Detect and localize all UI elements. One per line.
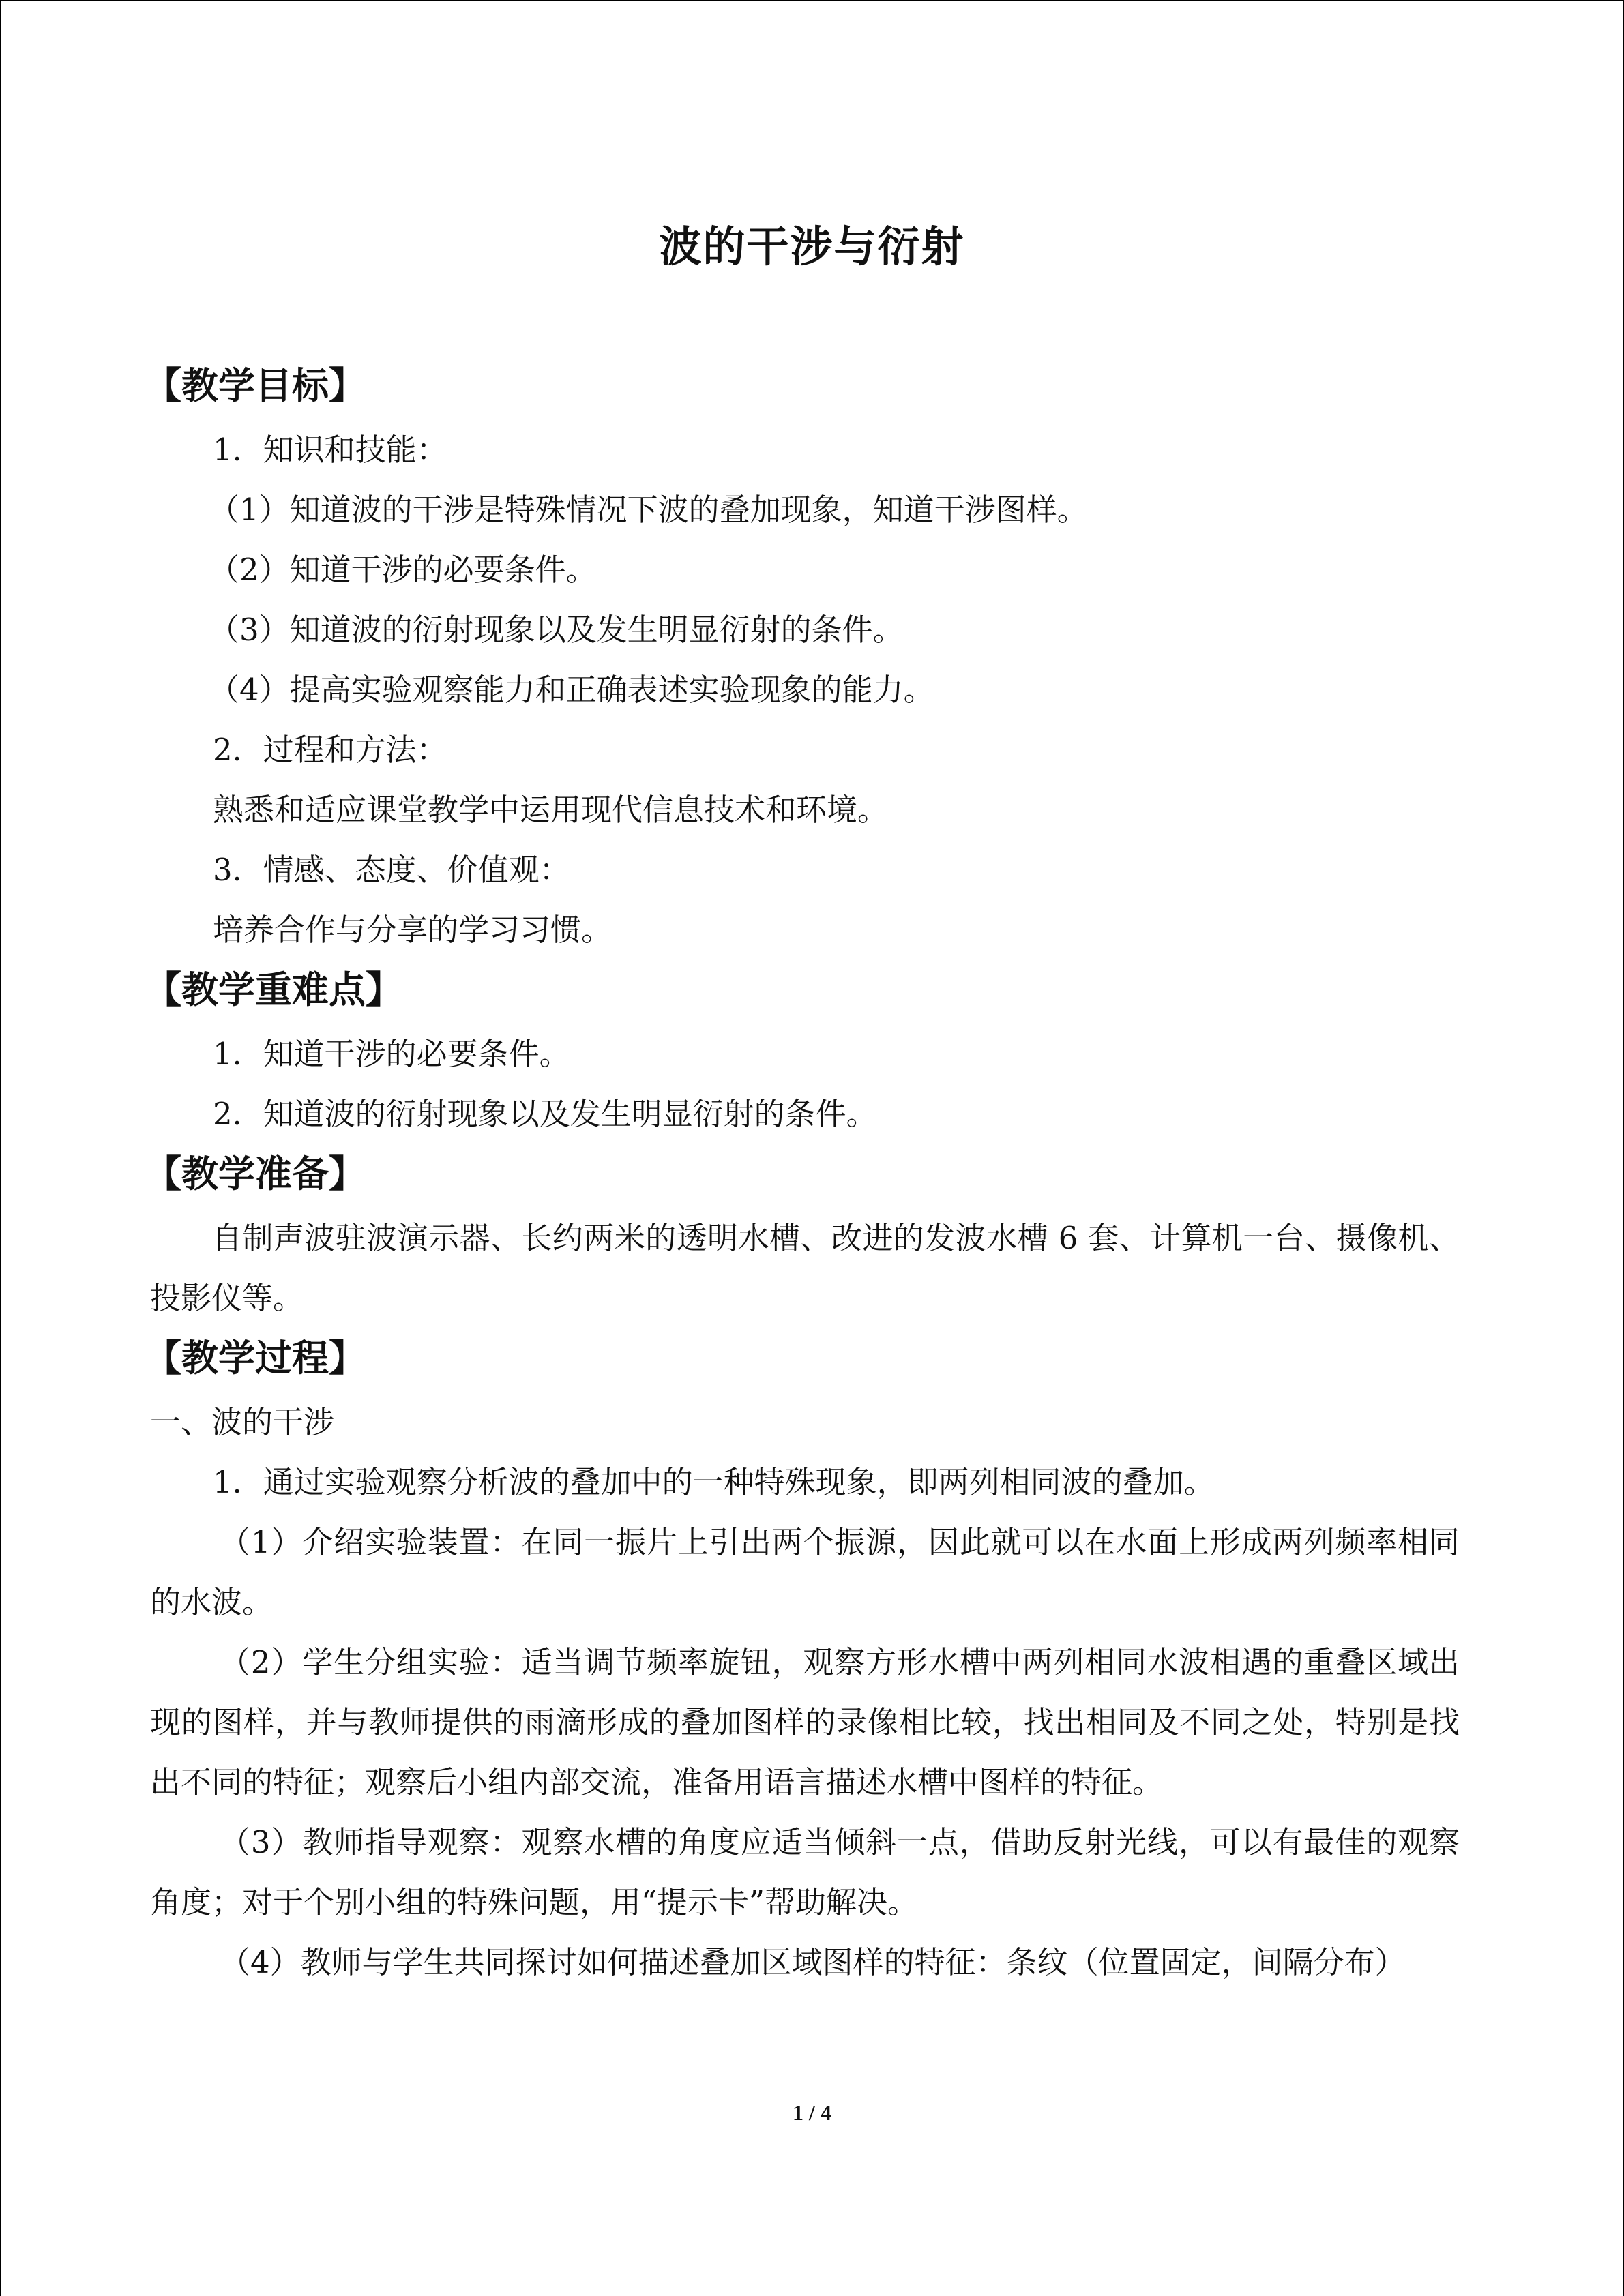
key-point-2: 2．知道波的衍射现象以及发生明显衍射的条件。: [213, 1096, 877, 1132]
page-number: 1 / 4: [793, 2100, 831, 2125]
process-item-1: （1）介绍实验装置：在同一振片上引出两个振源，因此就可以在水面上形成两列频率相同的水波。: [150, 1524, 1460, 1620]
section-heading-process: 【教学过程】: [145, 1337, 366, 1380]
objective-item-3: （3）知道波的衍射现象以及发生明显衍射的条件。: [209, 612, 904, 648]
process-item-4: （4）教师与学生共同探讨如何描述叠加区域图样的特征：条纹（位置固定，间隔分布）: [220, 1944, 1406, 1980]
key-point-1: 1．知道干涉的必要条件。: [213, 1036, 570, 1072]
objective-values-text: 培养合作与分享的学习习惯。: [213, 912, 612, 948]
process-step-1: 1．通过实验观察分析波的叠加中的一种特殊现象，即两列相同波的叠加。: [213, 1464, 1215, 1500]
section-heading-objectives: 【教学目标】: [145, 364, 366, 407]
objective-item-2: （2）知道干涉的必要条件。: [209, 552, 597, 588]
process-part-1-title: 一、波的干涉: [150, 1404, 335, 1440]
objective-subtitle-values: 3．情感、态度、价值观：: [213, 852, 570, 888]
objective-subtitle-process: 2．过程和方法：: [213, 732, 447, 768]
section-heading-preparation: 【教学准备】: [145, 1152, 366, 1195]
objective-process-text: 熟悉和适应课堂教学中运用现代信息技术和环境。: [213, 792, 889, 828]
document-body: [145, 356, 1460, 1993]
process-item-3: （3）教师指导观察：观察水槽的角度应适当倾斜一点，借助反射光线，可以有最佳的观察角度；对于个别小组的特殊问题，用“提示卡”帮助解决。: [150, 1824, 1460, 1920]
objective-subtitle-knowledge: 1．知识和技能：: [213, 432, 447, 468]
document-title: 波的干涉与衍射: [659, 222, 965, 271]
preparation-text: 自制声波驻波演示器、长约两米的透明水槽、改进的发波水槽 6 套、计算机一台、摄像机、投影仪等。: [150, 1220, 1460, 1316]
process-item-2: （2）学生分组实验：适当调节频率旋钮，观察方形水槽中两列相同水波相遇的重叠区域出现的图样，并与教师提供的雨滴形成的叠加图样的录像相比较，找出相同及不同之处，特别是找出不同的特征；观察后小组内部交流，准备用语言描述水槽中图样的特征。: [150, 1644, 1460, 1800]
section-heading-key-points: 【教学重难点】: [145, 968, 402, 1011]
objective-item-1: （1）知道波的干涉是特殊情况下波的叠加现象，知道干涉图样。: [209, 492, 1088, 528]
objective-item-4: （4）提高实验观察能力和正确表述实验现象的能力。: [209, 672, 934, 708]
